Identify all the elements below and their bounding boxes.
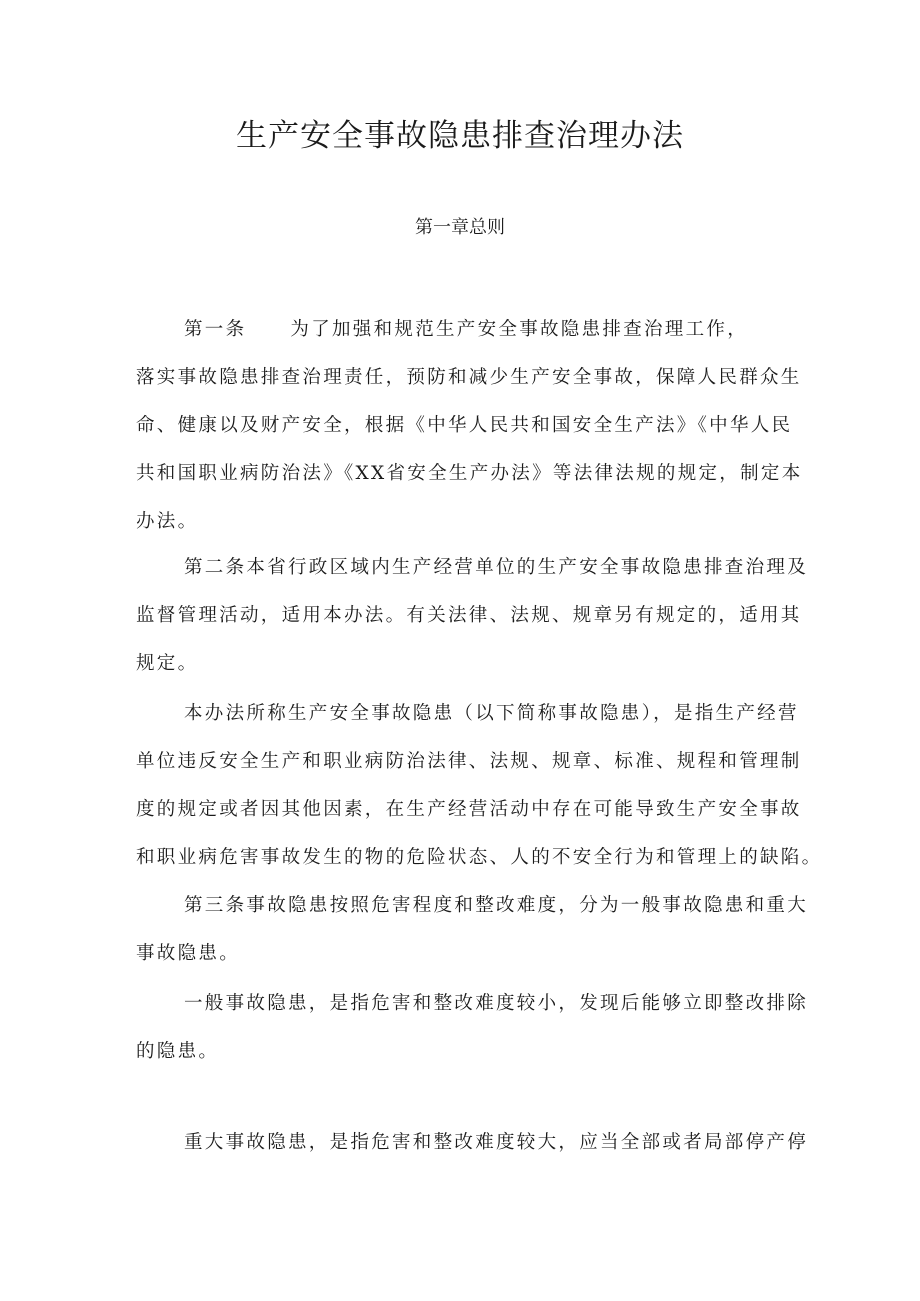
paragraph-line: 规定。 xyxy=(136,653,199,674)
paragraph-line: 共和国职业病防治法》《XX省安全生产办法》等法律法规的规定，制定本 xyxy=(136,463,803,484)
paragraph-line: 事故隐患。 xyxy=(136,943,241,964)
definition-paragraph xyxy=(136,690,823,882)
chapter-heading: 第一章总则 xyxy=(415,217,505,238)
article-1-paragraph xyxy=(136,306,803,546)
paragraph-line: 监督管理活动，适用本办法。有关法律、法规、规章另有规定的，适用其 xyxy=(136,605,802,626)
paragraph-line: 第三条事故隐患按照危害程度和整改难度，分为一般事故隐患和重大 xyxy=(184,895,809,916)
general-hazard-paragraph xyxy=(136,980,809,1076)
paragraph-line: 的隐患。 xyxy=(136,1041,220,1062)
paragraph-text: 为了加强和规范生产安全事故隐患排查治理工作， xyxy=(290,319,749,340)
paragraph-line xyxy=(136,306,796,354)
article-2-paragraph xyxy=(136,544,809,688)
document-title: 生产安全事故隐患排查治理办法 xyxy=(236,118,684,154)
paragraph-line: 和职业病危害事故发生的物的危险状态、人的不安全行为和管理上的缺陷。 xyxy=(136,847,823,868)
paragraph-line: 单位违反安全生产和职业病防治法律、法规、规章、标准、规程和管理制 xyxy=(136,751,802,772)
article-3-paragraph xyxy=(136,882,809,978)
paragraph-line: 办法。 xyxy=(136,511,199,532)
paragraph-line: 第二条本省行政区域内生产经营单位的生产安全事故隐患排查治理及 xyxy=(184,557,809,578)
paragraph-line: 重大事故隐患，是指危害和整改难度较大，应当全部或者局部停产停 xyxy=(184,1132,809,1153)
paragraph-line: 落实事故隐患排查治理责任，预防和减少生产安全事故，保障人民群众生 xyxy=(136,367,802,388)
paragraph-line: 度的规定或者因其他因素，在生产经营活动中存在可能导致生产安全事故 xyxy=(136,799,802,820)
paragraph-line: 一般事故隐患，是指危害和整改难度较小，发现后能够立即整改排除 xyxy=(184,993,809,1014)
major-hazard-paragraph xyxy=(136,1119,809,1167)
article-number: 第一条 xyxy=(184,319,247,340)
paragraph-line: 命、健康以及财产安全，根据《中华人民共和国安全生产法》《中华人民 xyxy=(136,415,793,436)
paragraph-line: 本办法所称生产安全事故隐患（以下简称事故隐患），是指生产经营 xyxy=(184,703,799,724)
